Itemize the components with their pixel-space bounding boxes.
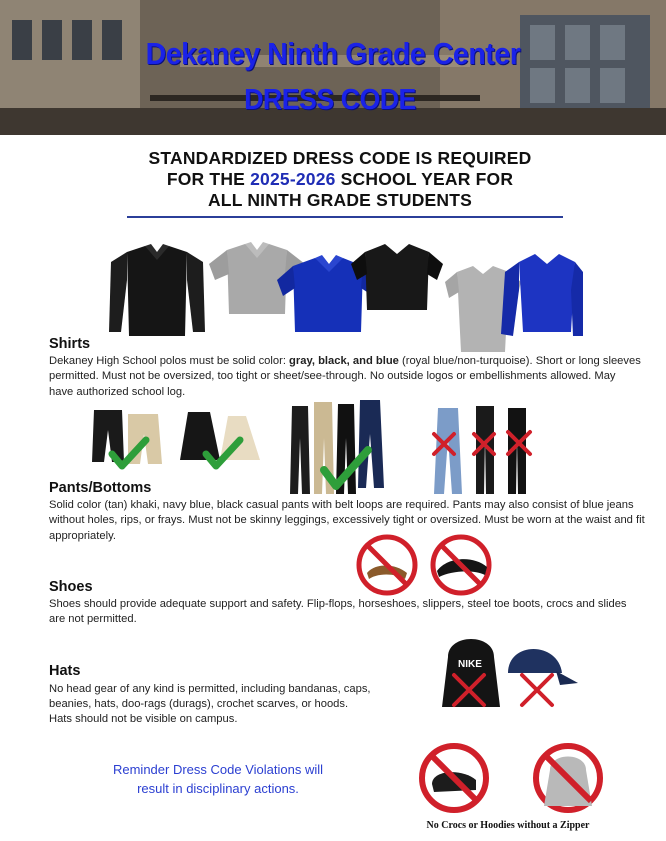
hats-line-1: No head gear of any kind is permitted, including bandanas, caps, (49, 683, 371, 695)
shirts-description (49, 354, 641, 400)
reminder-note (100, 760, 336, 798)
hoodie-image (442, 639, 500, 707)
shoes-description: Shoes should provide adequate support and safety. Flip-flops, horseshoes, slippers, steel toe boots, crocs and slides are not permitted. (49, 598, 627, 626)
prohibited-sandal-icon (359, 537, 415, 593)
headline-line-2-before: FOR THE (166, 169, 251, 189)
pants-heading: Pants/Bottoms (49, 480, 152, 496)
prohibited-x-icon (522, 675, 552, 705)
hats-line-3: Hats should not be visible on campus. (49, 713, 238, 725)
headline-line-3: ALL NINTH GRADE STUDENTS (207, 190, 473, 210)
reminder-line-1: Reminder Dress Code Violations will (112, 762, 323, 777)
bottom-caption: No Crocs or Hoodies without a Zipper (426, 820, 590, 831)
school-year: 2025-2026 (250, 169, 336, 189)
pants-description: Solid color (tan) khaki, navy blue, black casual pants with belt loops are required. Pants may also consist of blue jeans without holes, rips, or frays. Must not be skinny leggings, excessively tight or oversized. Must be worn at the waist and fit appropriately. (49, 499, 645, 542)
shoes-heading: Shoes (49, 579, 93, 595)
prohibited-slide-icon (433, 537, 489, 593)
header-banner (0, 0, 666, 135)
prohibited-hoodie-icon (536, 746, 600, 810)
hats-illustration (440, 627, 585, 709)
shirts-heading: Shirts (49, 336, 91, 352)
headline-line-2-after: SCHOOL YEAR FOR (335, 169, 514, 189)
headline-line-2 (110, 169, 570, 191)
prohibited-crocs-icon (422, 746, 486, 810)
hoodie-logo-text: NIKE (458, 659, 482, 670)
blue-long-sleeve-polo-image (501, 254, 583, 336)
hats-line-2: beanies, hats, doo-rags (durags), crochet scarves, or hoods. (49, 698, 349, 710)
cap-image (508, 649, 578, 685)
shirts-text-before: Dekaney High School polos must be solid color: (49, 355, 290, 367)
shirts-colors: gray, black, and blue (289, 355, 399, 367)
black-long-sleeve-polo-image (109, 244, 205, 336)
reminder-line-2: result in disciplinary actions. (137, 781, 299, 796)
headline-divider (127, 216, 563, 218)
hats-heading: Hats (49, 663, 81, 679)
dress-code-title: DRESS CODE (244, 84, 416, 116)
shirts-illustration (105, 240, 585, 355)
shirts-text-after: (royal blue/non-turquoise). Short or long sleeves permitted. Must not be oversized, too tight or sheet/see-through. No outside logos or embellishments allowed. May have authorized school log. (49, 355, 641, 398)
shoes-illustration (355, 533, 500, 599)
school-name-title: Dekaney Ninth Grade Center (145, 36, 521, 71)
bottom-prohibited-illustration (418, 740, 608, 816)
pants-illustration (88, 398, 548, 498)
skirts-image (180, 412, 260, 460)
headline-line-1: STANDARDIZED DRESS CODE IS REQUIRED (148, 148, 532, 168)
